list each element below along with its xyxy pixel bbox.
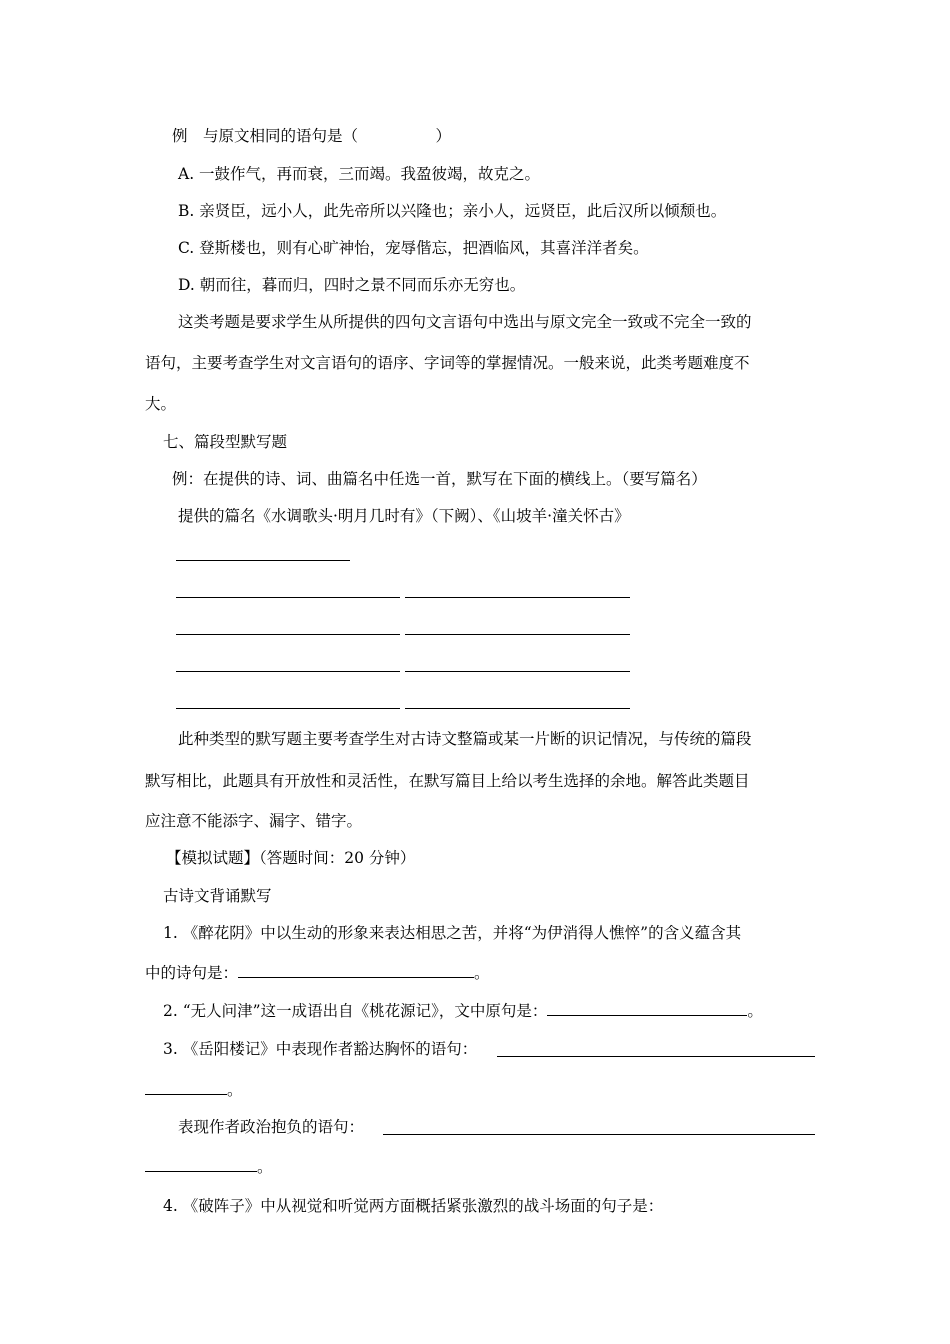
section-7-title: 七、篇段型默写题 — [163, 433, 288, 451]
question-2-end: 。 — [747, 1002, 763, 1020]
paragraph-1-line-3: 大。 — [145, 395, 177, 413]
answer-blank[interactable] — [176, 634, 400, 635]
answer-blank[interactable] — [405, 634, 630, 635]
paragraph-2-line-3: 应注意不能添字、漏字、错字。 — [145, 812, 363, 830]
titles-line: 提供的篇名《水调歌头·明月几时有》（下阙）、《山坡羊·潼关怀古》 — [178, 507, 630, 525]
paragraph-2-line-2: 默写相比，此题具有开放性和灵活性，在默写篇目上给以考生选择的余地。解答此类题目 — [145, 772, 750, 790]
question-3 — [163, 1039, 477, 1059]
answer-blank[interactable] — [176, 560, 350, 561]
answer-blank[interactable] — [145, 1080, 227, 1095]
answer-blank[interactable] — [405, 708, 630, 709]
paragraph-1-line-1: 这类考题是要求学生从所提供的四句文言语句中选出与原文完全一致或不完全一致的 — [178, 313, 752, 331]
option-a: A. 一鼓作气，再而衰，三而竭。我盈彼竭，故克之。 — [178, 165, 541, 183]
answer-blank[interactable] — [176, 708, 400, 709]
option-b: B. 亲贤臣，远小人，此先帝所以兴隆也；亲小人，远贤臣，此后汉所以倾颓也。 — [178, 202, 727, 220]
answer-blank[interactable] — [176, 671, 400, 672]
option-c: C. 登斯楼也，则有心旷神怡，宠辱偕忘，把酒临风，其喜洋洋者矣。 — [178, 239, 649, 257]
question-3-sub-continuation — [145, 1157, 273, 1177]
question-2 — [163, 1001, 763, 1021]
question-2-prefix: 2. “无人问津”这一成语出自《桃花源记》，文中原句是： — [163, 1002, 548, 1020]
answer-blank[interactable] — [497, 1056, 815, 1057]
mock-test-title: 【模拟试题】（答题时间：20 分钟） — [166, 849, 416, 867]
question-3-sub-prefix: 表现作者政治抱负的语句： — [178, 1118, 365, 1136]
question-1-line-1: 1. 《醉花阴》中以生动的形象来表达相思之苦，并将“为伊消得人憔悴”的含义蕴含其 — [163, 924, 742, 942]
option-d: D. 朝而往，暮而归，四时之景不同而乐亦无穷也。 — [178, 276, 526, 294]
question-3-sub-end: 。 — [257, 1158, 273, 1176]
question-1-end: 。 — [474, 964, 490, 982]
paragraph-2-line-1: 此种类型的默写题主要考查学生对古诗文整篇或某一片断的识记情况，与传统的篇段 — [178, 730, 752, 748]
question-3-prefix: 3. 《岳阳楼记》中表现作者豁达胸怀的语句： — [163, 1040, 478, 1058]
question-4: 4. 《破阵子》中从视觉和听觉两方面概括紧张激烈的战斗场面的句子是： — [163, 1197, 664, 1215]
question-1-prefix: 中的诗句是： — [145, 964, 239, 982]
paragraph-1-line-2: 语句，主要考查学生对文言语句的语序、字词等的掌握情况。一般来说，此类考题难度不 — [145, 354, 750, 372]
answer-blank[interactable] — [238, 963, 474, 978]
answer-blank[interactable] — [547, 1001, 747, 1016]
question-3-end: 。 — [227, 1081, 243, 1099]
example-2: 例：在提供的诗、词、曲篇名中任选一首，默写在下面的横线上。（要写篇名） — [172, 470, 707, 488]
answer-blank[interactable] — [176, 597, 400, 598]
question-3-sub — [178, 1117, 364, 1137]
example-intro: 例 与原文相同的语句是（ ） — [172, 127, 452, 145]
answer-blank[interactable] — [145, 1157, 257, 1172]
answer-blank[interactable] — [383, 1134, 815, 1135]
answer-blank[interactable] — [405, 597, 630, 598]
question-1-line-2 — [145, 963, 490, 983]
answer-blank[interactable] — [405, 671, 630, 672]
question-3-continuation — [145, 1080, 243, 1100]
recitation-subtitle: 古诗文背诵默写 — [163, 887, 272, 905]
